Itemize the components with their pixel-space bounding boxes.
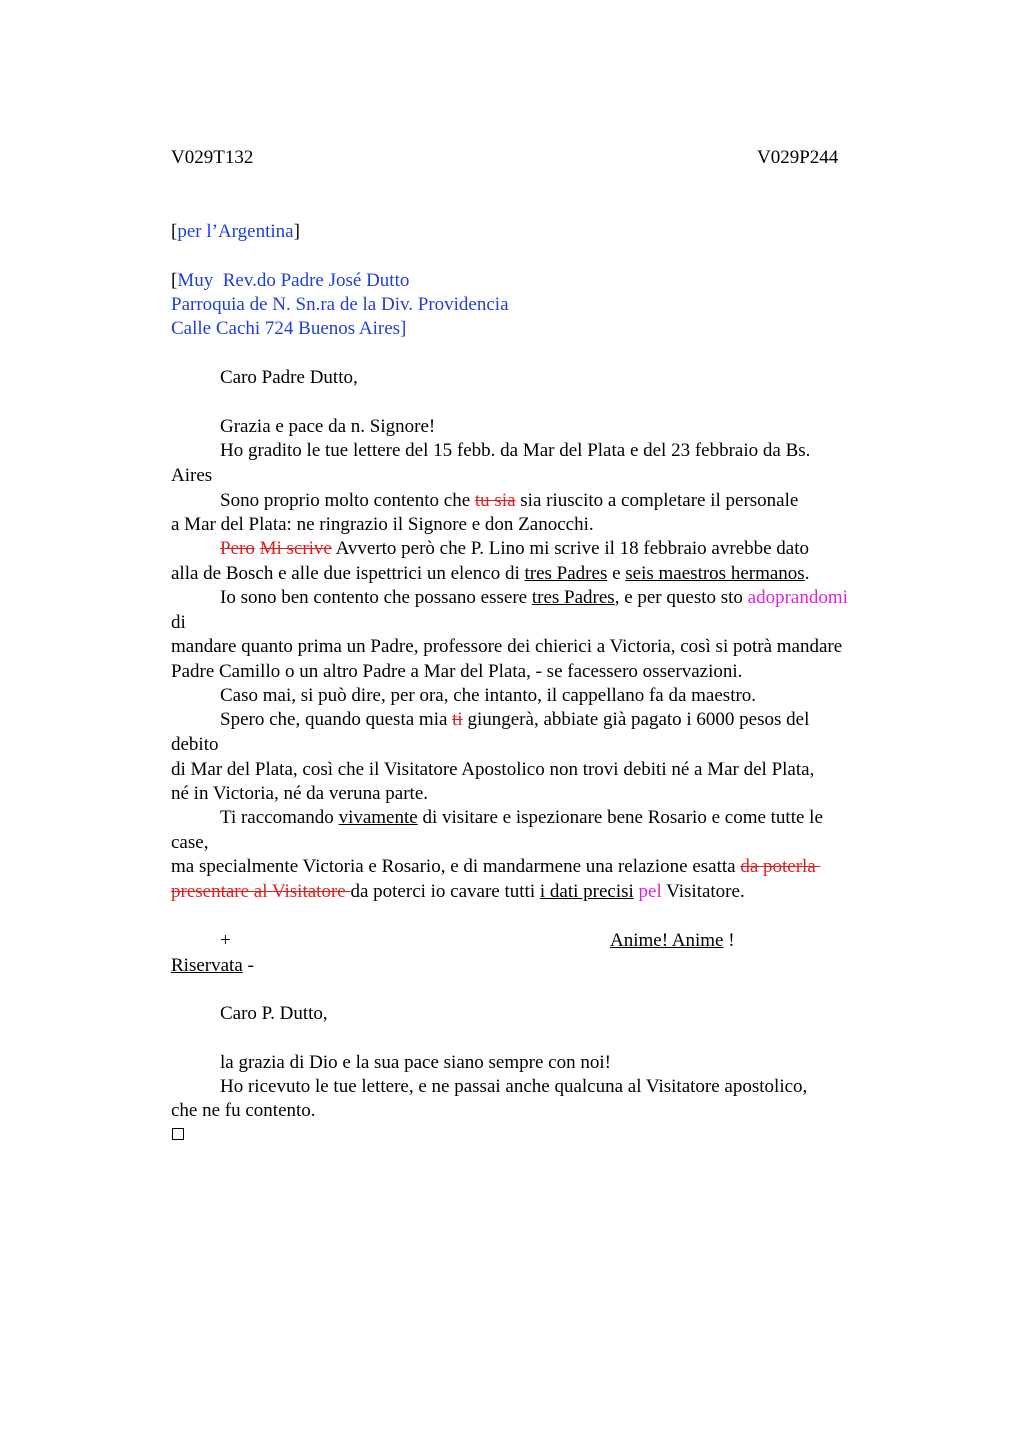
deleted-text: da poterla [740, 856, 821, 877]
deleted-text: Mi scrive [259, 538, 332, 559]
letter1-paragraph: ma specialmente Victoria e Rosario, e di mandarmene una relazione esatta da poterla [171, 856, 821, 877]
letter2-paragraph: Ho ricevuto le tue lettere, e ne passai anche qualcuna al Visitatore apostolico, [220, 1076, 808, 1097]
address-line-1: [Muy Rev.do Padre José Dutto [171, 270, 410, 291]
letter1-paragraph: Ti raccomando vivamente di visitare e ispezionare bene Rosario e come tutte le [220, 807, 823, 828]
underlined-text: seis maestros hermanos [625, 563, 805, 584]
letter1-paragraph: Sono proprio molto contento che tu sia sia riuscito a completare il personale [220, 490, 799, 511]
destination-text: per l’Argentina [177, 221, 294, 242]
checkbox-square-icon [172, 1128, 184, 1140]
letter1-paragraph: alla de Bosch e alle due ispettrici un elenco di tres Padres e seis maestros hermanos. [171, 563, 810, 584]
letter2-greeting: la grazia di Dio e la sua pace siano sempre con noi! [220, 1052, 611, 1073]
letter1-paragraph: di Mar del Plata, così che il Visitatore Apostolico non trovi debiti né a Mar del Plata, [171, 759, 815, 780]
underlined-text: vivamente [338, 807, 418, 828]
letter1-paragraph: Caso mai, si può dire, per ora, che intanto, il cappellano fa da maestro. [220, 685, 757, 706]
letter1-paragraph: Spero che, quando questa mia ti giungerà, abbiate già pagato i 6000 pesos del [220, 709, 810, 730]
letter1-paragraph: Io sono ben contento che possano essere tres Padres, e per questo sto adoprandomi [220, 587, 848, 608]
deleted-text: ti [452, 709, 463, 730]
deleted-text: presentare al Visitatore [171, 881, 351, 902]
letter2-salutation: Caro P. Dutto, [220, 1003, 328, 1024]
letter1-salutation: Caro Padre Dutto, [220, 367, 358, 388]
letter1-paragraph: Padre Camillo o un altro Padre a Mar del Plata, - se facessero osservazioni. [171, 661, 743, 682]
header-right-code: V029P244 [757, 147, 839, 168]
letter1-greeting: Grazia e pace da n. Signore! [220, 416, 436, 437]
letter1-paragraph: di [171, 612, 186, 633]
reserved-note: Riservata - [171, 955, 254, 976]
address-line-3: Calle Cachi 724 Buenos Aires] [171, 318, 407, 339]
cross-mark: + [220, 930, 231, 951]
letter1-paragraph: a Mar del Plata: ne ringrazio il Signore e don Zanocchi. [171, 514, 594, 535]
destination-line: [per l’Argentina] [171, 221, 300, 242]
letter1-paragraph: mandare quanto prima un Padre, professore dei chierici a Victoria, così si potrà mandare [171, 636, 843, 657]
letter1-paragraph: case, [171, 832, 209, 853]
letter2-paragraph: che ne fu contento. [171, 1100, 316, 1121]
letter1-paragraph: debito [171, 734, 219, 755]
motto: Anime! Anime ! [610, 930, 735, 951]
address-line-2: Parroquia de N. Sn.ra de la Div. Providencia [171, 294, 509, 315]
underlined-text: tres Padres [531, 587, 615, 608]
deleted-text: Pero [220, 538, 255, 559]
header-left-code: V029T132 [171, 147, 254, 168]
underlined-text: i dati precisi [539, 881, 634, 902]
inserted-text: adoprandomi [747, 587, 848, 608]
letter1-paragraph: Pero Mi scrive Avverto però che P. Lino mi scrive il 18 febbraio avrebbe dato [220, 538, 810, 559]
letter1-paragraph: presentare al Visitatore da poterci io cavare tutti i dati precisi pel Visitatore. [171, 881, 745, 902]
deleted-text: tu sia [474, 490, 516, 511]
letter1-paragraph: né in Victoria, né da veruna parte. [171, 783, 429, 804]
letter1-paragraph: Aires [171, 465, 213, 486]
letter1-paragraph: Ho gradito le tue lettere del 15 febb. da Mar del Plata e del 23 febbraio da Bs. [220, 440, 811, 461]
underlined-text: tres Padres [524, 563, 608, 584]
inserted-text: pel [638, 881, 662, 902]
